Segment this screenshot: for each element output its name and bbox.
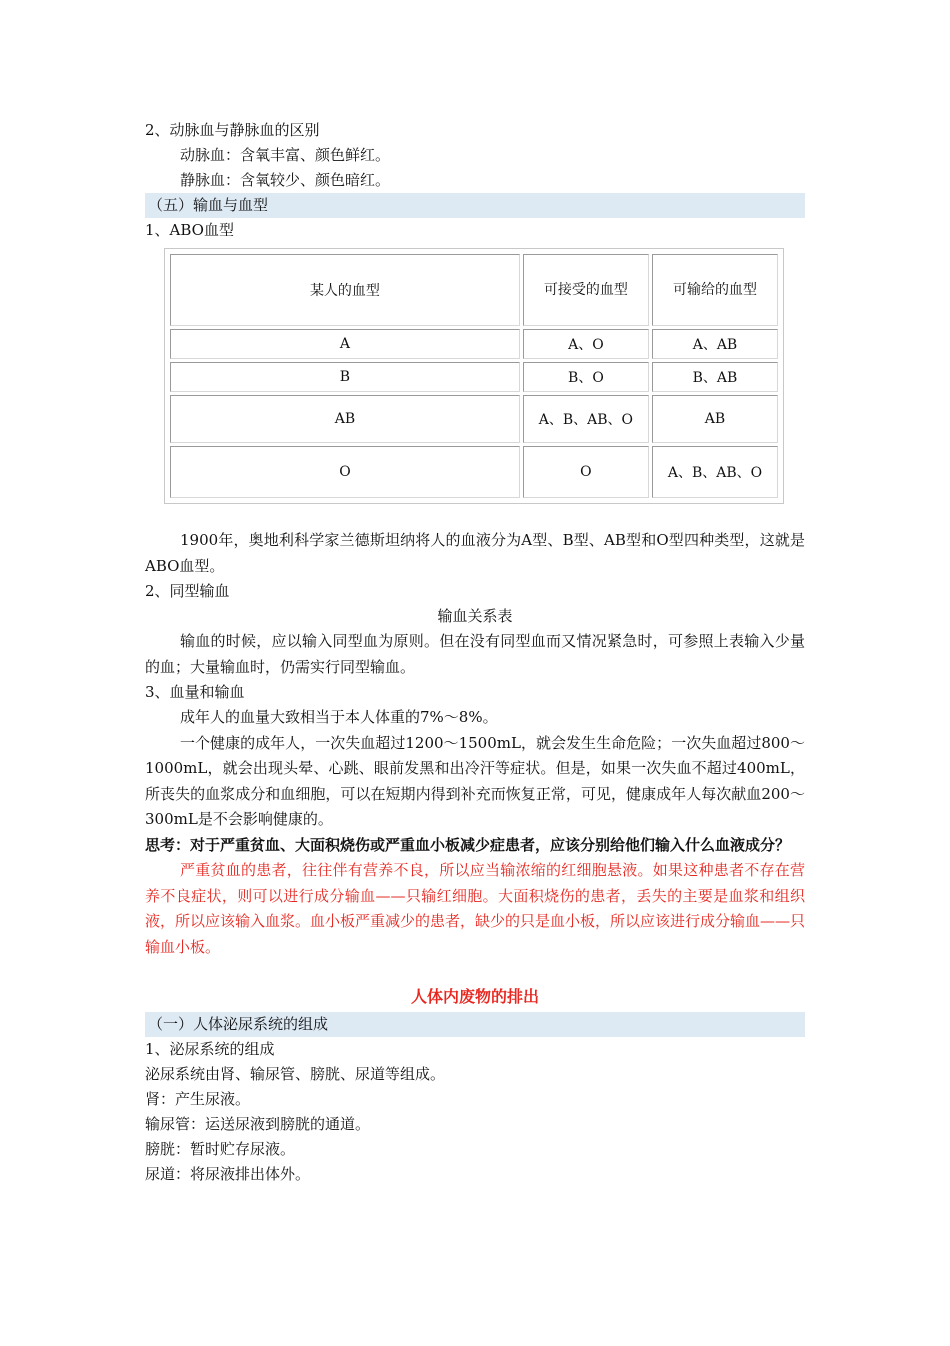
document-page	[145, 118, 805, 1187]
volume-paragraph: 成年人的血量大致相当于本人体重的7%～8%。	[180, 708, 498, 726]
table-row	[170, 395, 778, 443]
think-question: 思考：对于严重贫血、大面积烧伤或严重血小板减少症患者，应该分别给他们输入什么血液成分？	[145, 835, 791, 854]
excretion-title: 人体内废物的排出	[410, 987, 539, 1006]
table-cell: A	[170, 329, 520, 359]
table-header-cell: 某人的血型	[170, 254, 520, 326]
blood-type-table	[164, 248, 784, 504]
abo-history-paragraph: 1900年，奥地利科学家兰德斯坦纳将人的血液分为A型、B型、AB型和O型四种类型，这就是ABO血型。	[145, 531, 805, 575]
principle-paragraph: 输血的时候，应以输入同型血为原则。但在没有同型血而又情况紧急时，可参照上表输入少量的血；大量输血时，仍需实行同型输血。	[145, 632, 805, 676]
table-header-cell: 可输给的血型	[652, 254, 778, 326]
table-cell: A、O	[523, 329, 649, 359]
table-cell: B、O	[523, 362, 649, 392]
table-cell: O	[523, 446, 649, 498]
urethra-line: 尿道：将尿液排出体外。	[145, 1165, 311, 1183]
table-cell: B	[170, 362, 520, 392]
section1-bar: （一）人体泌尿系统的组成	[145, 1012, 805, 1037]
venous-blood-line: 静脉血：含氧较少、颜色暗红。	[180, 171, 391, 189]
item2-heading: 2、动脉血与静脉血的区别	[145, 121, 320, 139]
bladder-line: 膀胱：暂时贮存尿液。	[145, 1140, 296, 1158]
ureter-line: 输尿管：运送尿液到膀胱的通道。	[145, 1115, 371, 1133]
composition-line: 泌尿系统由肾、输尿管、膀胱、尿道等组成。	[145, 1065, 446, 1083]
table-header-cell: 可接受的血型	[523, 254, 649, 326]
kidney-line: 肾：产生尿液。	[145, 1090, 251, 1108]
blood-loss-paragraph: 一个健康的成年人，一次失血超过1200～1500mL，就会发生生命危险；一次失血超过800～1000mL，就会出现头晕、心跳、眼前发黑和出冷汗等症状。但是，如果一次失血不超过400mL，所丧失的血浆成分和血细胞，可以在短期内得到补充而恢复正常，可见，健康成年人每次献血200～300mL是不会影响健康的。	[145, 733, 805, 828]
table-cell: B、AB	[652, 362, 778, 392]
arterial-blood-line: 动脉血：含氧丰富、颜色鲜红。	[180, 146, 391, 164]
volume-heading: 3、血量和输血	[145, 683, 245, 701]
section5-bar: （五）输血与血型	[145, 193, 805, 218]
table-row	[170, 362, 778, 392]
table-cell: O	[170, 446, 520, 498]
table-row	[170, 329, 778, 359]
abo-heading: 1、ABO血型	[145, 221, 234, 239]
item1-heading: 1、泌尿系统的组成	[145, 1040, 275, 1058]
same-type-heading: 2、同型输血	[145, 582, 230, 600]
table-cell: AB	[170, 395, 520, 443]
table-cell: A、B、AB、O	[652, 446, 778, 498]
table-cell: AB	[652, 395, 778, 443]
answer-paragraph: 严重贫血的患者，往往伴有营养不良，所以应当输浓缩的红细胞悬液。如果这种患者不存在营养不良症状，则可以进行成分输血——只输红细胞。大面积烧伤的患者，丢失的主要是血浆和组织液，所以应该输入血浆。血小板严重减少的患者，缺少的只是血小板，所以应该进行成分输血——只输血小板。	[145, 861, 806, 956]
table-caption: 输血关系表	[437, 607, 513, 625]
table-row	[170, 446, 778, 498]
table-cell: A、AB	[652, 329, 778, 359]
table-cell: A、B、AB、O	[523, 395, 649, 443]
